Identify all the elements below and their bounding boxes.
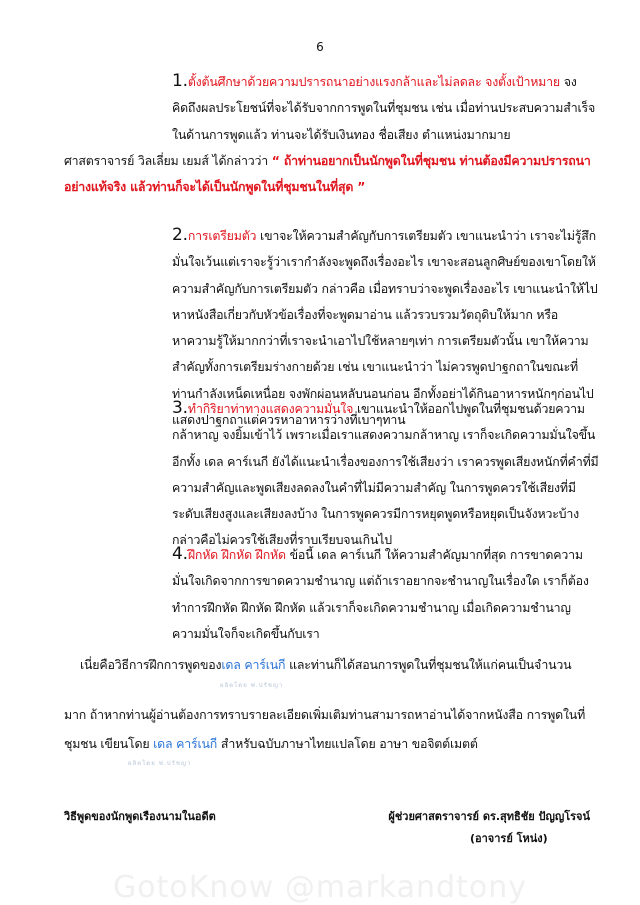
section-1-heading: ตั้งต้นศึกษาด้วยความปรารถนาอย่างแรงกล้าและไม่ลดละ จงตั้งเป้าหมาย (187, 74, 560, 89)
section-3-number: 3. (172, 398, 188, 418)
section-1-paragraph (64, 68, 599, 148)
summary-line-1-pre: เนี่ยคือวิธีการฝึกการพูดของ (80, 657, 222, 672)
section-1-quote-intro: ศาสตราจารย์ วิลเลี่ยม เยมส์ ได้กล่าวว่า (64, 152, 272, 168)
page-number: 6 (316, 40, 324, 54)
footer-left-title: วิธีพูดของนักพูดเรืองนามในอดีต (64, 810, 216, 823)
footer-author-nickname: (อาจารย์ โหน่ง) (470, 832, 548, 845)
small-watermark-1: ผลิตโดย ฟ.ปรัชญา (220, 682, 284, 689)
section-4-body: ข้อนี้ เดล คาร์เนกี ให้ความสำคัญมากที่สุด การขาดความมั่นใจเกิดจากการขาดความชำนาญ แต่ถ้าเราอยากจะชำนาญในเรื่องใด เราก็ต้องทำการฝึกหัด ฝึกหัด ฝึกหัด แล้วเราก็จะเกิดความชำนาญ เมื่อเกิดความชำนาญความมั่นใจก็จะเกิดขึ้นกับเรา (172, 547, 589, 641)
section-3 (64, 395, 599, 554)
section-1-number: 1. (172, 71, 188, 91)
author-name-link-2[interactable]: เดล คาร์เนกี (153, 736, 218, 751)
footer-author: ผู้ช่วยศาสตราจารย์ ดร.สุทธิชัย ปัญญโรจน์ (388, 810, 590, 823)
author-name-link[interactable]: เดล คาร์เนกี (221, 657, 286, 672)
section-3-paragraph (64, 395, 599, 554)
section-1-quote: “ ถ้าท่านอยากเป็นนักพูดในที่ชุมชน ท่านต้องมีความปรารถนาอย่างแท้จริง แล้วท่านก็จะได้เป็นนักพูดในที่ชุมชนในที่สุด ” (64, 152, 591, 195)
summary-line-1 (80, 656, 610, 675)
summary-line-2: มาก ถ้าหากท่านผู้อ่านต้องการทราบรายละเอียดเพิ่มเติมท่านสามารถหาอ่านได้จากหนังสือ การพูดในที่ (64, 707, 586, 722)
summary-line-3-post: สำหรับฉบับภาษาไทยแปลโดย อาษา ขอจิตต์เมตต์ (217, 736, 478, 751)
summary-line-3-pre: ชุมชน เขียนโดย (64, 736, 154, 751)
summary-line-1-post: และท่านก็ได้สอนการพูดในที่ชุมชนให้แก่คนเป็นจำนวน (285, 657, 572, 672)
section-4-heading: ฝึกหัด ฝึกหัด ฝึกหัด (187, 547, 286, 562)
section-2-number: 2. (172, 225, 188, 245)
section-1-quote-paragraph (64, 148, 599, 201)
section-4 (64, 541, 599, 647)
small-watermark-2: ผลิตโดย ฟ.ปรัชญา (128, 760, 192, 767)
section-2-heading: การเตรียมตัว (187, 228, 257, 243)
section-4-paragraph (64, 541, 599, 647)
section-1-body: จงคิดถึงผลประโยชน์ที่จะได้รับจากการพูดในที่ชุมชน เช่น เมื่อท่านประสบความสำเร็จในด้านการพูดแล้ว ท่านจะได้รับเงินทอง ชื่อเสียง ตำแหน่งมากมาย (172, 74, 596, 142)
section-2-body: เขาจะให้ความสำคัญกับการเตรียมตัว เขาแนะนำว่า เราจะไม่รู้สึกมั่นใจเว้นแต่เราจะรู้ว่าเรากำลังจะพูดถึงเรื่องอะไร เขาจะสอนลูกศิษย์ของเขาโดยให้ความสำคัญกับการเตรียมตัว กล่าวคือ เมื่อทราบว่าจะพูดเรื่องอะไร เขาแนะนำให้ไปหาหนังสือเกี่ยวกับหัวข้อเรื่องที่จะพูดมาอ่าน แล้วรวบรวมวัตถุดิบให้มาก หรือหาความรู้ให้มากกว่าที่เราจะนำเอาไปใช้หลายๆเท่า การเตรียมตัวนั้น เขาให้ความสำคัญทั้งการเตรียมร่างกายด้วย เช่น เขาแนะนำว่า ไม่ควรพูดปาฐกถาในขณะที่ท่านกำลังเหน็ดเหนื่อย จงพักผ่อนหลับนอนก่อน อีกทั้งอย่าได้กินอาหารหนักๆก่อนไปแสดงปาฐกถาแต่ควรหาอาหารว่างที่เบาๆทาน (172, 228, 598, 428)
section-1 (64, 68, 599, 200)
section-4-number: 4. (172, 544, 188, 564)
section-3-heading: ทำกิริยาท่าทางแสดงความมั่นใจ (187, 401, 354, 416)
section-3-body: เขาแนะนำให้ออกไปพูดในที่ชุมชนด้วยความกล้าหาญ จงยิ้มเข้าไว้ เพราะเมื่อเราแสดงความกล้าหาญ เราก็จะเกิดความมั่นใจขึ้น อีกทั้ง เดล คาร์เนกี ยังได้แนะนำเรื่องของการใช้เสียงว่า เราควรพูดเสียงหนักที่คำที่มีความสำคัญและพูดเสียงลดลงในคำที่ไม่มีความสำคัญ ในการพูดควรใช้เสียงที่มีระดับเสียงสูงและเสียงลงบ้าง ในการพูดควรมีการหยุดพูดหรือหยุดเป็นจังหวะบ้าง กล่าวคือไม่ควรใช้เสียงที่ราบเรียบจนเกินไป (172, 401, 599, 548)
summary-line-3 (64, 735, 609, 754)
gotoknow-watermark: GotoKnow @markandtony (113, 870, 527, 905)
